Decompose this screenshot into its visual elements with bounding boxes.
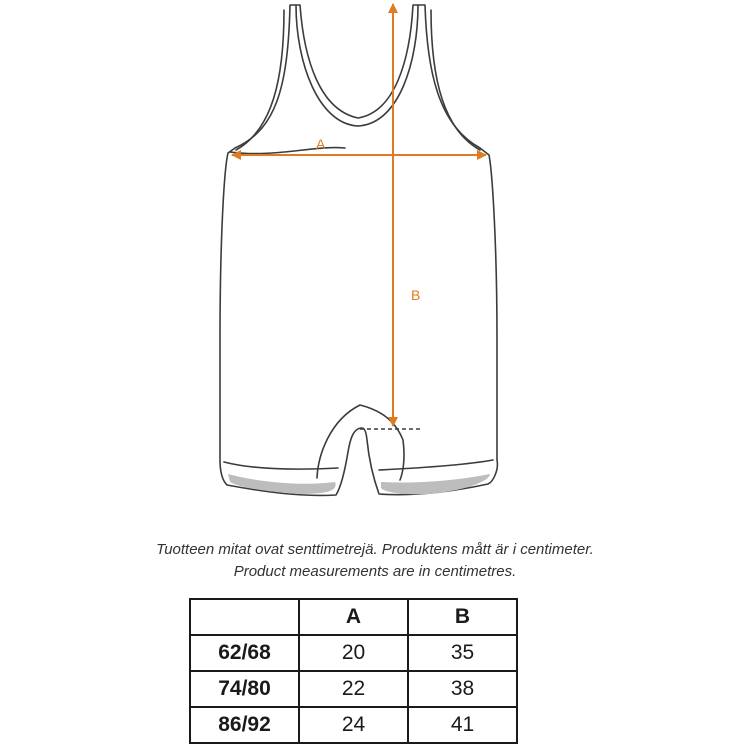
table-row [190,671,517,707]
caption-fi-sv: Tuotteen mitat ovat senttimetrejä. Produktens mått är i centimeter. [156,541,594,558]
table-row [190,635,517,671]
header-empty [190,599,299,635]
header-b: B [408,599,517,635]
size-cell: 86/92 [190,707,299,743]
size-cell: 74/80 [190,671,299,707]
b-cell: 41 [408,707,517,743]
size-cell: 62/68 [190,635,299,671]
header-a: A [299,599,408,635]
a-cell: 20 [299,635,408,671]
b-cell: 35 [408,635,517,671]
table-row [190,707,517,743]
a-cell: 22 [299,671,408,707]
dimension-a-label: A [316,136,326,152]
table-header-row [190,599,517,635]
caption-en: Product measurements are in centimetres. [233,563,517,580]
dimension-b-label: B [411,287,421,303]
size-table [189,598,518,744]
b-cell: 38 [408,671,517,707]
romper-outline [220,5,497,495]
a-cell: 24 [299,707,408,743]
